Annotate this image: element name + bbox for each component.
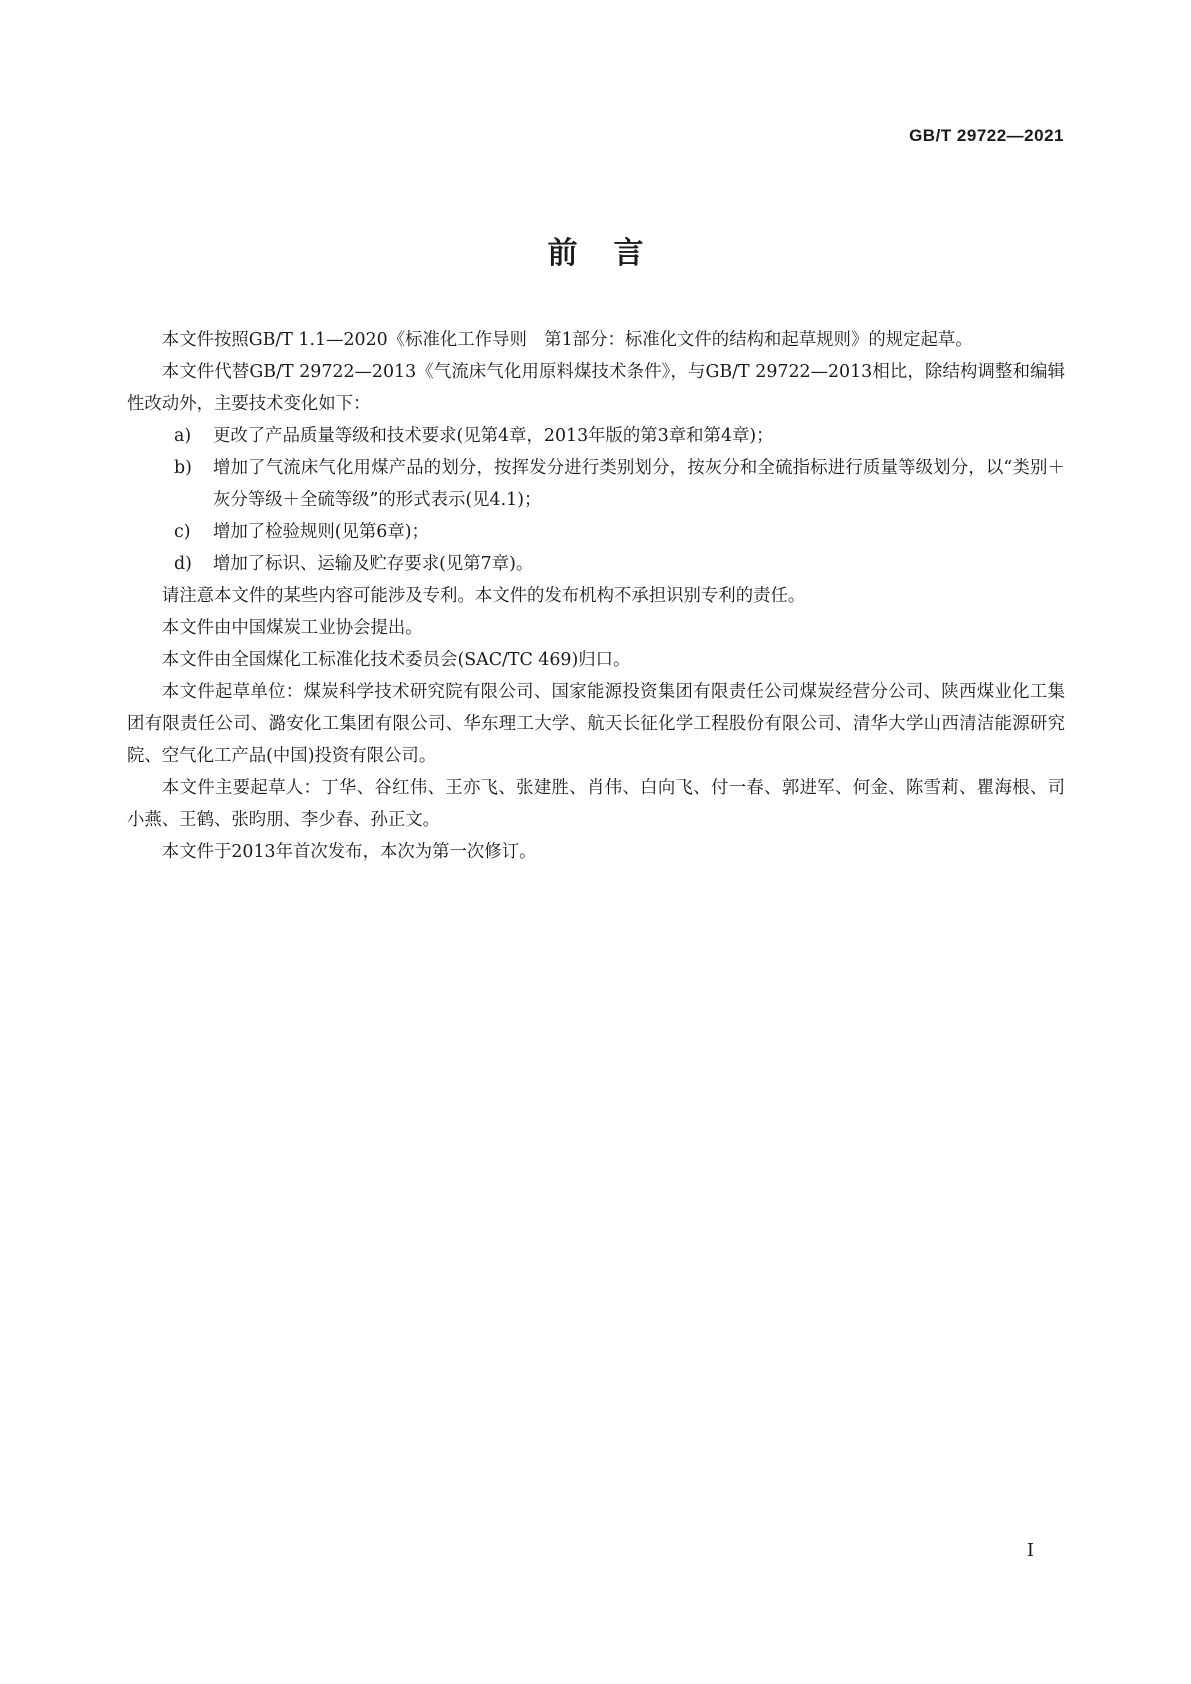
- change-item-a: [127, 420, 1065, 452]
- paragraph-proposer: 本文件由中国煤炭工业协会提出。: [161, 618, 423, 638]
- list-marker: b): [174, 458, 192, 478]
- change-item-d: [127, 548, 1065, 580]
- change-text: 增加了标识、运输及贮存要求(见第7章)。: [213, 554, 534, 574]
- list-marker: a): [174, 426, 192, 446]
- change-item-b: [127, 452, 1065, 516]
- list-marker: d): [174, 554, 192, 574]
- paragraph-patent-notice: 请注意本文件的某些内容可能涉及专利。本文件的发布机构不承担识别专利的责任。: [161, 586, 806, 606]
- paragraph-drafting-units: 本文件起草单位：煤炭科学技术研究院有限公司、国家能源投资集团有限责任公司煤炭经营分公司、陕西煤业化工集团有限责任公司、潞安化工集团有限公司、华东理工大学、航天长征化学工程股份有限公司、清华大学山西清洁能源研究院、空气化工产品(中国)投资有限公司。: [127, 682, 1065, 766]
- list-marker: c): [174, 522, 191, 542]
- paragraph-drafters: 本文件主要起草人：丁华、谷红伟、王亦飞、张建胜、肖伟、白向飞、付一春、郭进军、何金、陈雪莉、瞿海根、司小燕、王鹤、张昀朋、李少春、孙正文。: [127, 778, 1065, 830]
- page-number: I: [1026, 1540, 1034, 1561]
- preface-body: [127, 324, 1065, 868]
- change-text: 更改了产品质量等级和技术要求(见第4章，2013年版的第3章和第4章)；: [213, 426, 774, 446]
- paragraph-committee: 本文件由全国煤化工标准化技术委员会(SAC/TC 469)归口。: [161, 650, 631, 670]
- paragraph-history: 本文件于2013年首次发布，本次为第一次修订。: [161, 842, 537, 862]
- document-code: GB/T 29722—2021: [909, 126, 1064, 145]
- change-text: 增加了检验规则(见第6章)；: [213, 522, 429, 542]
- paragraph-replacement: 本文件代替GB/T 29722—2013《气流床气化用原料煤技术条件》，与GB/T 29722—2013相比，除结构调整和编辑性改动外，主要技术变化如下：: [127, 362, 1065, 414]
- change-text: 增加了气流床气化用煤产品的划分，按挥发分进行类别划分，按灰分和全硫指标进行质量等级划分，以“类别＋灰分等级＋全硫等级”的形式表示(见4.1)；: [213, 458, 1065, 510]
- page-title: 前言: [547, 236, 680, 271]
- change-item-c: [127, 516, 1065, 548]
- paragraph-drafting-rules: 本文件按照GB/T 1.1—2020《标准化工作导则 第1部分：标准化文件的结构和起草规则》的规定起草。: [161, 330, 973, 350]
